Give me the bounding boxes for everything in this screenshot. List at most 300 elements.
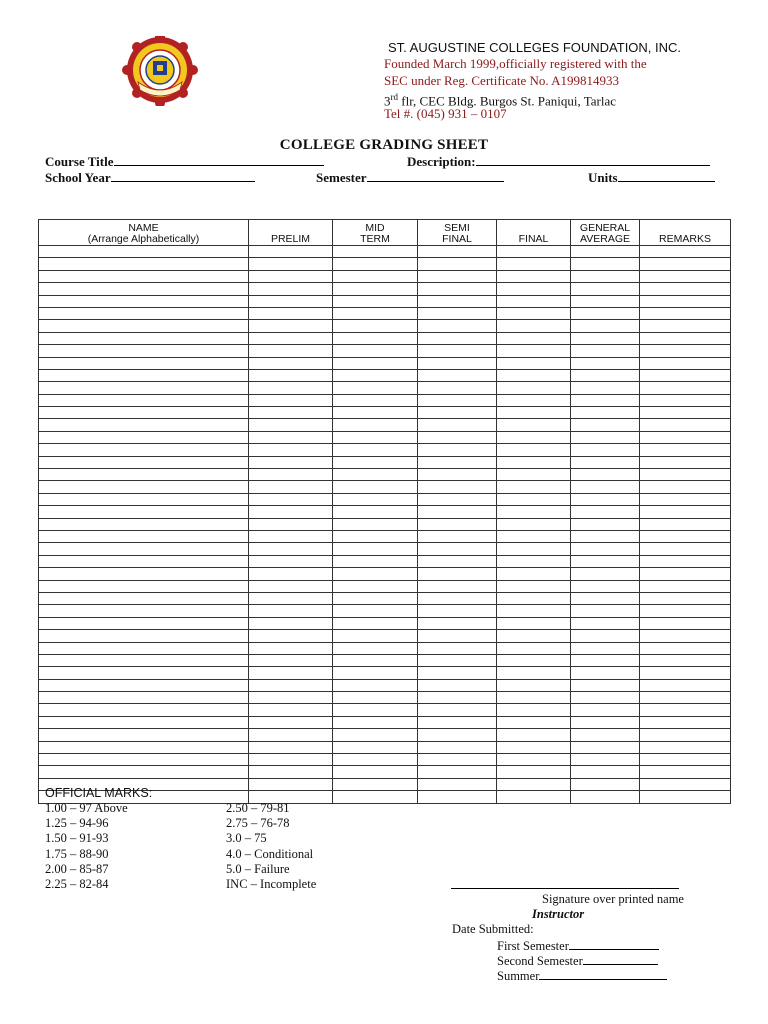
cell-remarks[interactable] xyxy=(640,642,731,654)
cell-remarks[interactable] xyxy=(640,357,731,369)
cell-semifinal[interactable] xyxy=(418,592,497,604)
cell-semifinal[interactable] xyxy=(418,518,497,530)
cell-final[interactable] xyxy=(497,754,571,766)
cell-midterm[interactable] xyxy=(333,754,418,766)
cell-semifinal[interactable] xyxy=(418,332,497,344)
cell-semifinal[interactable] xyxy=(418,320,497,332)
cell-remarks[interactable] xyxy=(640,258,731,270)
cell-general-average[interactable] xyxy=(571,530,640,542)
cell-name[interactable] xyxy=(39,394,249,406)
cell-semifinal[interactable] xyxy=(418,580,497,592)
cell-name[interactable] xyxy=(39,469,249,481)
cell-prelim[interactable] xyxy=(249,654,333,666)
cell-remarks[interactable] xyxy=(640,456,731,468)
cell-name[interactable] xyxy=(39,444,249,456)
cell-general-average[interactable] xyxy=(571,741,640,753)
cell-prelim[interactable] xyxy=(249,345,333,357)
cell-semifinal[interactable] xyxy=(418,754,497,766)
cell-remarks[interactable] xyxy=(640,246,731,258)
cell-final[interactable] xyxy=(497,481,571,493)
cell-remarks[interactable] xyxy=(640,419,731,431)
cell-midterm[interactable] xyxy=(333,530,418,542)
cell-general-average[interactable] xyxy=(571,555,640,567)
cell-remarks[interactable] xyxy=(640,778,731,790)
cell-remarks[interactable] xyxy=(640,394,731,406)
signature-line[interactable] xyxy=(451,888,679,889)
cell-semifinal[interactable] xyxy=(418,407,497,419)
cell-name[interactable] xyxy=(39,754,249,766)
first-semester-blank[interactable] xyxy=(569,938,659,950)
cell-name[interactable] xyxy=(39,692,249,704)
cell-name[interactable] xyxy=(39,518,249,530)
cell-remarks[interactable] xyxy=(640,481,731,493)
cell-remarks[interactable] xyxy=(640,704,731,716)
cell-remarks[interactable] xyxy=(640,307,731,319)
cell-midterm[interactable] xyxy=(333,481,418,493)
cell-prelim[interactable] xyxy=(249,692,333,704)
cell-semifinal[interactable] xyxy=(418,506,497,518)
cell-final[interactable] xyxy=(497,506,571,518)
cell-prelim[interactable] xyxy=(249,307,333,319)
cell-general-average[interactable] xyxy=(571,518,640,530)
cell-prelim[interactable] xyxy=(249,580,333,592)
cell-final[interactable] xyxy=(497,283,571,295)
cell-general-average[interactable] xyxy=(571,778,640,790)
cell-semifinal[interactable] xyxy=(418,642,497,654)
cell-midterm[interactable] xyxy=(333,617,418,629)
cell-prelim[interactable] xyxy=(249,407,333,419)
cell-general-average[interactable] xyxy=(571,667,640,679)
cell-name[interactable] xyxy=(39,295,249,307)
cell-final[interactable] xyxy=(497,716,571,728)
cell-midterm[interactable] xyxy=(333,642,418,654)
cell-final[interactable] xyxy=(497,679,571,691)
cell-remarks[interactable] xyxy=(640,741,731,753)
cell-general-average[interactable] xyxy=(571,580,640,592)
cell-name[interactable] xyxy=(39,543,249,555)
cell-final[interactable] xyxy=(497,320,571,332)
cell-midterm[interactable] xyxy=(333,270,418,282)
cell-final[interactable] xyxy=(497,419,571,431)
cell-general-average[interactable] xyxy=(571,270,640,282)
cell-remarks[interactable] xyxy=(640,407,731,419)
cell-remarks[interactable] xyxy=(640,630,731,642)
cell-name[interactable] xyxy=(39,605,249,617)
cell-prelim[interactable] xyxy=(249,320,333,332)
cell-semifinal[interactable] xyxy=(418,493,497,505)
cell-prelim[interactable] xyxy=(249,605,333,617)
cell-final[interactable] xyxy=(497,543,571,555)
cell-remarks[interactable] xyxy=(640,518,731,530)
cell-prelim[interactable] xyxy=(249,444,333,456)
cell-final[interactable] xyxy=(497,530,571,542)
cell-general-average[interactable] xyxy=(571,419,640,431)
cell-midterm[interactable] xyxy=(333,258,418,270)
cell-prelim[interactable] xyxy=(249,246,333,258)
cell-name[interactable] xyxy=(39,704,249,716)
cell-final[interactable] xyxy=(497,654,571,666)
cell-final[interactable] xyxy=(497,518,571,530)
cell-general-average[interactable] xyxy=(571,642,640,654)
cell-semifinal[interactable] xyxy=(418,568,497,580)
cell-final[interactable] xyxy=(497,704,571,716)
cell-general-average[interactable] xyxy=(571,456,640,468)
cell-prelim[interactable] xyxy=(249,741,333,753)
cell-final[interactable] xyxy=(497,270,571,282)
cell-semifinal[interactable] xyxy=(418,357,497,369)
cell-prelim[interactable] xyxy=(249,543,333,555)
cell-final[interactable] xyxy=(497,456,571,468)
cell-name[interactable] xyxy=(39,357,249,369)
cell-semifinal[interactable] xyxy=(418,704,497,716)
cell-prelim[interactable] xyxy=(249,766,333,778)
cell-name[interactable] xyxy=(39,456,249,468)
cell-name[interactable] xyxy=(39,419,249,431)
cell-semifinal[interactable] xyxy=(418,605,497,617)
cell-midterm[interactable] xyxy=(333,295,418,307)
cell-remarks[interactable] xyxy=(640,295,731,307)
cell-final[interactable] xyxy=(497,692,571,704)
cell-general-average[interactable] xyxy=(571,716,640,728)
cell-name[interactable] xyxy=(39,716,249,728)
cell-general-average[interactable] xyxy=(571,469,640,481)
cell-name[interactable] xyxy=(39,481,249,493)
cell-general-average[interactable] xyxy=(571,481,640,493)
cell-midterm[interactable] xyxy=(333,679,418,691)
cell-prelim[interactable] xyxy=(249,716,333,728)
cell-midterm[interactable] xyxy=(333,493,418,505)
cell-name[interactable] xyxy=(39,642,249,654)
cell-general-average[interactable] xyxy=(571,258,640,270)
cell-remarks[interactable] xyxy=(640,543,731,555)
cell-general-average[interactable] xyxy=(571,444,640,456)
cell-semifinal[interactable] xyxy=(418,716,497,728)
cell-semifinal[interactable] xyxy=(418,530,497,542)
cell-midterm[interactable] xyxy=(333,357,418,369)
cell-prelim[interactable] xyxy=(249,332,333,344)
cell-remarks[interactable] xyxy=(640,332,731,344)
cell-general-average[interactable] xyxy=(571,605,640,617)
cell-final[interactable] xyxy=(497,357,571,369)
cell-prelim[interactable] xyxy=(249,469,333,481)
cell-prelim[interactable] xyxy=(249,270,333,282)
cell-general-average[interactable] xyxy=(571,692,640,704)
cell-final[interactable] xyxy=(497,592,571,604)
cell-prelim[interactable] xyxy=(249,481,333,493)
cell-remarks[interactable] xyxy=(640,270,731,282)
cell-final[interactable] xyxy=(497,369,571,381)
cell-name[interactable] xyxy=(39,307,249,319)
cell-prelim[interactable] xyxy=(249,617,333,629)
cell-midterm[interactable] xyxy=(333,469,418,481)
cell-semifinal[interactable] xyxy=(418,345,497,357)
cell-prelim[interactable] xyxy=(249,778,333,790)
cell-remarks[interactable] xyxy=(640,791,731,803)
cell-name[interactable] xyxy=(39,617,249,629)
cell-semifinal[interactable] xyxy=(418,654,497,666)
cell-midterm[interactable] xyxy=(333,345,418,357)
cell-remarks[interactable] xyxy=(640,530,731,542)
cell-name[interactable] xyxy=(39,741,249,753)
cell-name[interactable] xyxy=(39,630,249,642)
cell-name[interactable] xyxy=(39,258,249,270)
cell-semifinal[interactable] xyxy=(418,617,497,629)
cell-general-average[interactable] xyxy=(571,493,640,505)
cell-midterm[interactable] xyxy=(333,605,418,617)
cell-prelim[interactable] xyxy=(249,382,333,394)
cell-midterm[interactable] xyxy=(333,456,418,468)
cell-semifinal[interactable] xyxy=(418,444,497,456)
cell-name[interactable] xyxy=(39,592,249,604)
cell-semifinal[interactable] xyxy=(418,295,497,307)
cell-midterm[interactable] xyxy=(333,729,418,741)
cell-final[interactable] xyxy=(497,778,571,790)
cell-name[interactable] xyxy=(39,667,249,679)
cell-midterm[interactable] xyxy=(333,431,418,443)
cell-final[interactable] xyxy=(497,617,571,629)
description-blank[interactable] xyxy=(476,154,710,166)
cell-final[interactable] xyxy=(497,741,571,753)
course-title-blank[interactable] xyxy=(114,154,324,166)
cell-final[interactable] xyxy=(497,580,571,592)
cell-semifinal[interactable] xyxy=(418,382,497,394)
cell-name[interactable] xyxy=(39,766,249,778)
cell-midterm[interactable] xyxy=(333,394,418,406)
cell-general-average[interactable] xyxy=(571,791,640,803)
cell-semifinal[interactable] xyxy=(418,791,497,803)
cell-semifinal[interactable] xyxy=(418,729,497,741)
cell-remarks[interactable] xyxy=(640,754,731,766)
cell-midterm[interactable] xyxy=(333,555,418,567)
cell-final[interactable] xyxy=(497,493,571,505)
cell-name[interactable] xyxy=(39,530,249,542)
cell-remarks[interactable] xyxy=(640,580,731,592)
cell-semifinal[interactable] xyxy=(418,679,497,691)
cell-final[interactable] xyxy=(497,407,571,419)
cell-prelim[interactable] xyxy=(249,754,333,766)
cell-midterm[interactable] xyxy=(333,741,418,753)
cell-general-average[interactable] xyxy=(571,754,640,766)
cell-prelim[interactable] xyxy=(249,493,333,505)
cell-name[interactable] xyxy=(39,679,249,691)
cell-general-average[interactable] xyxy=(571,407,640,419)
cell-semifinal[interactable] xyxy=(418,667,497,679)
cell-general-average[interactable] xyxy=(571,543,640,555)
cell-prelim[interactable] xyxy=(249,357,333,369)
cell-prelim[interactable] xyxy=(249,630,333,642)
cell-final[interactable] xyxy=(497,642,571,654)
cell-general-average[interactable] xyxy=(571,295,640,307)
cell-prelim[interactable] xyxy=(249,704,333,716)
cell-general-average[interactable] xyxy=(571,307,640,319)
cell-final[interactable] xyxy=(497,444,571,456)
cell-midterm[interactable] xyxy=(333,692,418,704)
cell-midterm[interactable] xyxy=(333,791,418,803)
cell-general-average[interactable] xyxy=(571,592,640,604)
cell-general-average[interactable] xyxy=(571,568,640,580)
cell-name[interactable] xyxy=(39,246,249,258)
cell-semifinal[interactable] xyxy=(418,766,497,778)
cell-semifinal[interactable] xyxy=(418,692,497,704)
cell-remarks[interactable] xyxy=(640,605,731,617)
cell-remarks[interactable] xyxy=(640,345,731,357)
cell-general-average[interactable] xyxy=(571,679,640,691)
cell-final[interactable] xyxy=(497,431,571,443)
cell-prelim[interactable] xyxy=(249,283,333,295)
cell-prelim[interactable] xyxy=(249,394,333,406)
cell-midterm[interactable] xyxy=(333,654,418,666)
cell-prelim[interactable] xyxy=(249,419,333,431)
cell-semifinal[interactable] xyxy=(418,456,497,468)
cell-midterm[interactable] xyxy=(333,332,418,344)
cell-remarks[interactable] xyxy=(640,493,731,505)
cell-midterm[interactable] xyxy=(333,580,418,592)
cell-semifinal[interactable] xyxy=(418,270,497,282)
cell-final[interactable] xyxy=(497,295,571,307)
cell-midterm[interactable] xyxy=(333,568,418,580)
cell-final[interactable] xyxy=(497,382,571,394)
cell-name[interactable] xyxy=(39,320,249,332)
cell-remarks[interactable] xyxy=(640,692,731,704)
cell-remarks[interactable] xyxy=(640,506,731,518)
cell-general-average[interactable] xyxy=(571,431,640,443)
cell-midterm[interactable] xyxy=(333,667,418,679)
cell-general-average[interactable] xyxy=(571,320,640,332)
cell-general-average[interactable] xyxy=(571,246,640,258)
cell-midterm[interactable] xyxy=(333,283,418,295)
cell-name[interactable] xyxy=(39,270,249,282)
cell-general-average[interactable] xyxy=(571,654,640,666)
cell-prelim[interactable] xyxy=(249,258,333,270)
cell-remarks[interactable] xyxy=(640,320,731,332)
cell-remarks[interactable] xyxy=(640,444,731,456)
cell-prelim[interactable] xyxy=(249,518,333,530)
cell-general-average[interactable] xyxy=(571,729,640,741)
cell-remarks[interactable] xyxy=(640,667,731,679)
cell-final[interactable] xyxy=(497,605,571,617)
cell-general-average[interactable] xyxy=(571,506,640,518)
cell-general-average[interactable] xyxy=(571,766,640,778)
cell-remarks[interactable] xyxy=(640,283,731,295)
cell-prelim[interactable] xyxy=(249,530,333,542)
cell-semifinal[interactable] xyxy=(418,258,497,270)
cell-general-average[interactable] xyxy=(571,394,640,406)
cell-midterm[interactable] xyxy=(333,506,418,518)
cell-name[interactable] xyxy=(39,654,249,666)
cell-midterm[interactable] xyxy=(333,716,418,728)
cell-general-average[interactable] xyxy=(571,382,640,394)
cell-name[interactable] xyxy=(39,345,249,357)
cell-midterm[interactable] xyxy=(333,419,418,431)
cell-final[interactable] xyxy=(497,246,571,258)
cell-semifinal[interactable] xyxy=(418,630,497,642)
cell-name[interactable] xyxy=(39,407,249,419)
cell-name[interactable] xyxy=(39,729,249,741)
cell-semifinal[interactable] xyxy=(418,369,497,381)
cell-final[interactable] xyxy=(497,332,571,344)
cell-midterm[interactable] xyxy=(333,246,418,258)
cell-final[interactable] xyxy=(497,307,571,319)
cell-final[interactable] xyxy=(497,766,571,778)
cell-midterm[interactable] xyxy=(333,444,418,456)
cell-general-average[interactable] xyxy=(571,630,640,642)
cell-prelim[interactable] xyxy=(249,729,333,741)
cell-remarks[interactable] xyxy=(640,592,731,604)
cell-semifinal[interactable] xyxy=(418,394,497,406)
cell-general-average[interactable] xyxy=(571,617,640,629)
cell-midterm[interactable] xyxy=(333,778,418,790)
cell-remarks[interactable] xyxy=(640,382,731,394)
cell-remarks[interactable] xyxy=(640,617,731,629)
cell-prelim[interactable] xyxy=(249,456,333,468)
cell-prelim[interactable] xyxy=(249,592,333,604)
cell-remarks[interactable] xyxy=(640,431,731,443)
cell-general-average[interactable] xyxy=(571,345,640,357)
cell-name[interactable] xyxy=(39,332,249,344)
cell-name[interactable] xyxy=(39,431,249,443)
cell-semifinal[interactable] xyxy=(418,307,497,319)
cell-general-average[interactable] xyxy=(571,704,640,716)
cell-prelim[interactable] xyxy=(249,667,333,679)
cell-prelim[interactable] xyxy=(249,506,333,518)
cell-midterm[interactable] xyxy=(333,766,418,778)
cell-midterm[interactable] xyxy=(333,382,418,394)
cell-midterm[interactable] xyxy=(333,518,418,530)
cell-midterm[interactable] xyxy=(333,592,418,604)
cell-remarks[interactable] xyxy=(640,469,731,481)
cell-name[interactable] xyxy=(39,283,249,295)
cell-semifinal[interactable] xyxy=(418,419,497,431)
cell-final[interactable] xyxy=(497,394,571,406)
cell-remarks[interactable] xyxy=(640,654,731,666)
cell-prelim[interactable] xyxy=(249,642,333,654)
cell-midterm[interactable] xyxy=(333,320,418,332)
cell-prelim[interactable] xyxy=(249,295,333,307)
cell-prelim[interactable] xyxy=(249,369,333,381)
cell-semifinal[interactable] xyxy=(418,283,497,295)
cell-midterm[interactable] xyxy=(333,369,418,381)
cell-semifinal[interactable] xyxy=(418,741,497,753)
cell-prelim[interactable] xyxy=(249,679,333,691)
cell-remarks[interactable] xyxy=(640,729,731,741)
cell-remarks[interactable] xyxy=(640,568,731,580)
units-blank[interactable] xyxy=(618,170,715,182)
cell-semifinal[interactable] xyxy=(418,543,497,555)
cell-general-average[interactable] xyxy=(571,332,640,344)
cell-final[interactable] xyxy=(497,630,571,642)
semester-blank[interactable] xyxy=(367,170,504,182)
cell-final[interactable] xyxy=(497,258,571,270)
cell-prelim[interactable] xyxy=(249,431,333,443)
cell-prelim[interactable] xyxy=(249,568,333,580)
cell-final[interactable] xyxy=(497,791,571,803)
cell-final[interactable] xyxy=(497,345,571,357)
cell-remarks[interactable] xyxy=(640,369,731,381)
cell-general-average[interactable] xyxy=(571,283,640,295)
cell-remarks[interactable] xyxy=(640,555,731,567)
cell-midterm[interactable] xyxy=(333,407,418,419)
cell-name[interactable] xyxy=(39,382,249,394)
cell-semifinal[interactable] xyxy=(418,481,497,493)
cell-name[interactable] xyxy=(39,580,249,592)
cell-name[interactable] xyxy=(39,568,249,580)
cell-final[interactable] xyxy=(497,469,571,481)
cell-name[interactable] xyxy=(39,369,249,381)
cell-remarks[interactable] xyxy=(640,716,731,728)
cell-midterm[interactable] xyxy=(333,543,418,555)
cell-name[interactable] xyxy=(39,493,249,505)
cell-semifinal[interactable] xyxy=(418,469,497,481)
